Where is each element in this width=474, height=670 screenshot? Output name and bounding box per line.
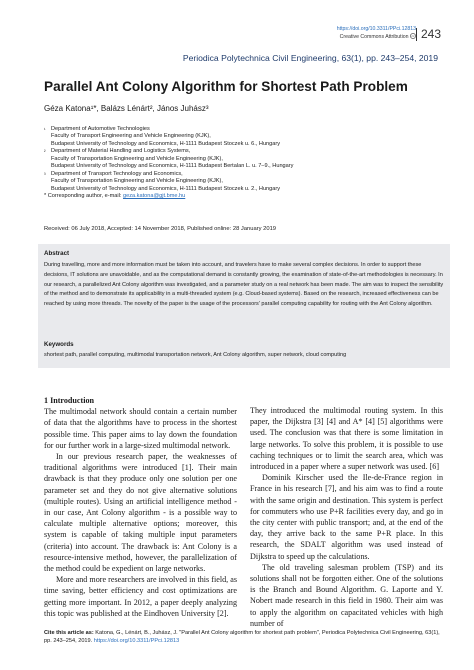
author-list: Géza Katona¹*, Balázs Lénárt², János Juhász³ [44, 104, 209, 113]
body-paragraph: More and more researchers are involved in this field, as time saving, better efficiency and cost optimizations are getting more important. In 2012, a paper deeply analyzing this topic was published at the Eindhoven University [2]. [44, 575, 237, 618]
body-paragraph: The old traveling salesman problem (TSP) and its solutions shall not be forgotten either. One of the solutions is the Branch and Bound Algorithm. G. Laporte and Y. Nobert made research in this field in 1980. Their aim was to apply the algorithm on capacitated vehicles with high number of [250, 562, 443, 628]
affiliation-line: Department of Material Handling and Logistics Systems, [51, 148, 191, 155]
affiliation-mark: ³ [44, 171, 46, 177]
journal-citation: Periodica Polytechnica Civil Engineering, 63(1), pp. 243–254, 2019 [182, 53, 438, 63]
affiliation-line: Budapest University of Technology and Economics, H-1111 Budapest Bertalan L. u. 7–9., Hungary [51, 163, 294, 170]
affiliation-line: Department of Transport Technology and Economics, [51, 170, 183, 177]
body-paragraph: In our previous research paper, the weaknesses of traditional algorithms were introduced [1]. Their main drawback is that they produce only one solution per one parameter set and they do not give alternative solutions (multiple routes). Using an artificial intelligence method - in our case, Ant Colony algorithm - is a possible way to calculate multiple alternative options; moreover, this system is capable of taking multiple input parameters (criteria) into account. The drawback is: Ant Colony is a resource-intensive method, however, the parallelization of the method could be expedient on large networks. [44, 452, 237, 574]
affiliation-line: Faculty of Transportation Engineering and Vehicle Engineering (KJK), [51, 155, 223, 162]
license-text: Creative Commons Attribution [339, 34, 409, 40]
affiliation-2 [44, 148, 444, 170]
affiliation-line: Department of Automotive Technologies [51, 126, 150, 132]
svg-text:cc: cc [411, 34, 415, 39]
corresponding-author [44, 193, 444, 200]
affiliation-mark: ² [44, 149, 46, 155]
body-column-right [250, 405, 443, 629]
doi-license-block [337, 26, 416, 41]
affiliation-line: Budapest University of Technology and Economics, H-1111 Budapest Stoczek u. 2., Hungary [51, 185, 281, 192]
affiliation-line: Budapest University of Technology and Economics, H-1111 Budapest Stoczek u. 6., Hungary [51, 140, 281, 147]
keywords-heading: Keywords [44, 341, 74, 348]
affiliation-line: Faculty of Transport Engineering and Vehicle Engineering (KJK), [51, 133, 211, 140]
corresponding-label: * Corresponding author, e-mail: [44, 193, 123, 200]
body-paragraph: They introduced the multimodal routing system. In this paper, the Dijkstra [3] [4] and A* [4] [5] algorithms were used. The conclusion was that there is some limitation in large networks. To solve this problem, it is possible to use caching techniques or to limit the search area, which was introduced in a paper where a super network was used. [6] [250, 406, 443, 472]
paper-title: Parallel Ant Colony Algorithm for Shortest Path Problem [44, 79, 408, 94]
abstract-text: During travelling, more and more information must be taken into account, and travelers have to make several complex decisions. In order to support these decisions, IT solutions are unavoidable, and as the computational demand is constantly growing, the examination of state-of-the-art methodologies is necessary. In our research, a parallelized Ant Colony algorithm was investigated, and a parameter study on a real network has been made. The aim was to inspect the sensibility of the method and to demonstrate its applicability in a multi-threaded system (e.g. Cloud-based systems). Based on the research, increased effectiveness can be reached by using more threads. The novelty of the paper is the usage of the processors' parallel computing capability for routing with the Ant Colony algorithm. [44, 262, 444, 308]
publication-dates: Received: 06 July 2018, Accepted: 14 November 2018, Published online: 28 January 2019 [44, 226, 277, 232]
body-column-left [44, 395, 237, 619]
citation-label: Cite this article as: [44, 630, 94, 636]
citation-text: Katona, G., Lénárt, B., Juhász, J. "Parallel Ant Colony algorithm for shortest path problem", Periodica Polytechnica Civil Engineering, 63(1), pp. 243–254, 2019. [44, 630, 440, 644]
page-number: 243 [416, 28, 441, 41]
page-header [0, 26, 474, 48]
affiliation-3 [44, 171, 444, 193]
citation-footer [44, 629, 444, 645]
affiliation-1 [44, 126, 444, 148]
keywords-text: shortest path, parallel computing, multimodal transportation network, Ant Colony algorithm, super network, cloud computing [44, 352, 347, 358]
abstract-heading: Abstract [44, 250, 70, 257]
section-heading: 1 Introduction [44, 396, 94, 405]
affiliation-line: Faculty of Transportation Engineering and Vehicle Engineering (KJK), [51, 178, 223, 185]
affiliations [44, 126, 444, 201]
body-paragraph: Dominik Kirscher used the Ile-de-France region in France in his research [7], and his aim was to find a route with the same origin and destination. This system is perfect for commuters who use P+R facilities every day, and go in the city center with public transport; and, at the end of the day, they arrive back to the same P+R place. In this research, the SDALT algorithm was used instead of Dijkstra to speed up the calculations. [250, 473, 443, 561]
doi-link[interactable]: https://doi.org/10.3311/PPci.12813 [336, 26, 416, 32]
citation-doi-link[interactable]: https://doi.org/10.3311/PPci.12813 [93, 638, 180, 644]
body-paragraph: The multimodal network should contain a certain number of data that the algorithms have to process in the shortest possible time. This paper aims to lay down the foundation for our further work in a large-sized multimodal network. [44, 407, 237, 450]
corresponding-email[interactable]: geza.katona@gjt.bme.hu [122, 193, 186, 200]
affiliation-mark: ¹ [44, 127, 46, 132]
